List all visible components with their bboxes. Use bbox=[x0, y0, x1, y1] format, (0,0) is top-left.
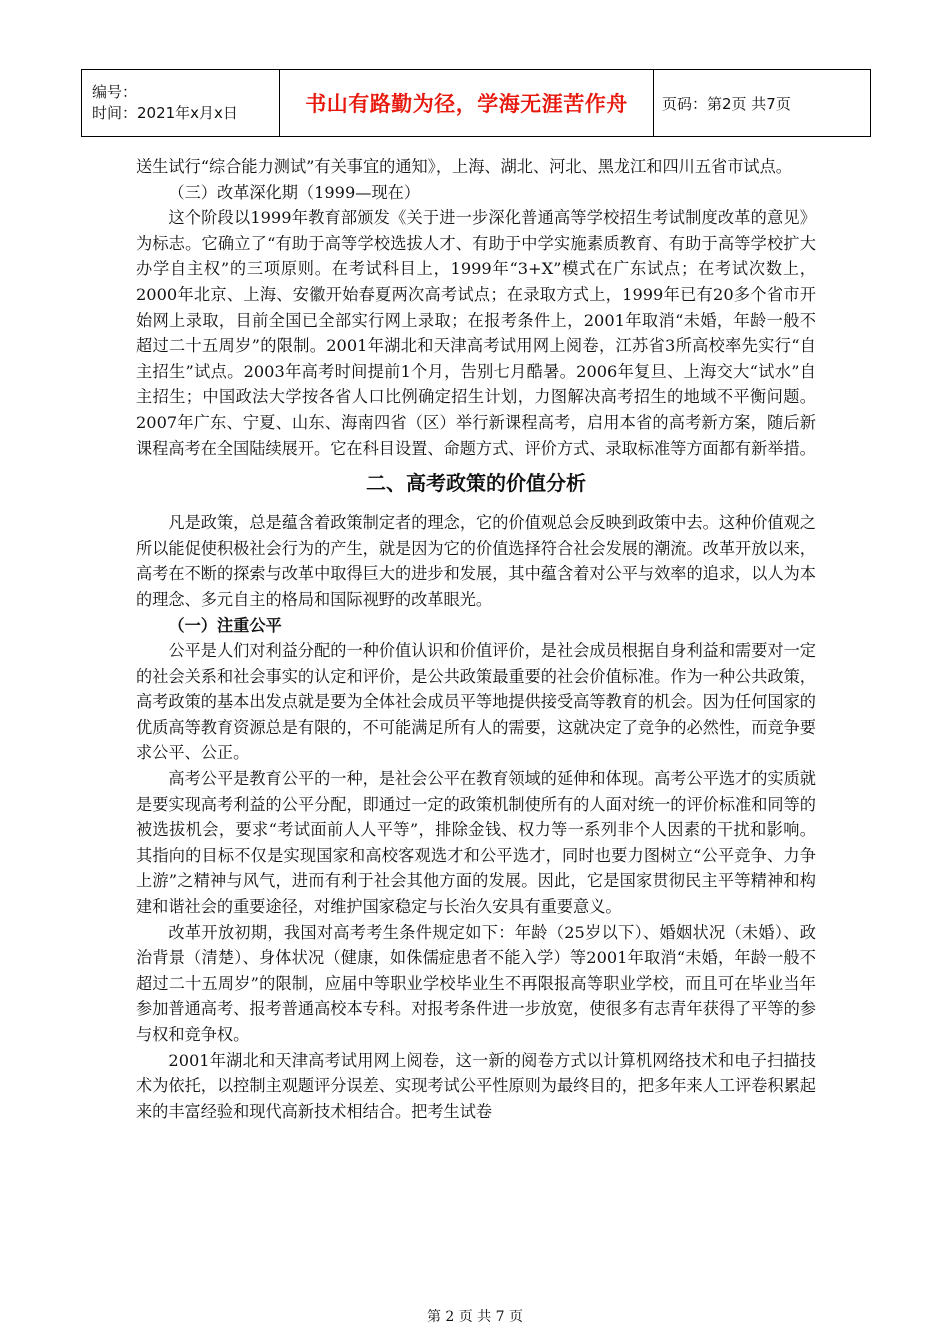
document-body bbox=[136, 154, 816, 1124]
time-label: 时间：2021年x月x日 bbox=[92, 104, 238, 122]
header-motto bbox=[280, 70, 654, 136]
page-info-text: 页码：第2页 共7页 bbox=[662, 94, 791, 113]
paragraph: 送生试行“综合能力测试”有关事宜的通知》，上海、湖北、河北、黑龙江和四川五省市试点。 bbox=[136, 157, 792, 176]
subsection-heading: （三）改革深化期（1999—现在） bbox=[168, 182, 421, 202]
header-table bbox=[81, 69, 871, 137]
section-title: 二、高考政策的价值分析 bbox=[366, 471, 586, 496]
subsection-heading-fairness: （一）注重公平 bbox=[168, 615, 282, 635]
paragraph: 公平是人们对利益分配的一种价值认识和价值评价，是社会成员根据自身利益和需要对一定的社会关系和社会事实的认定和评价，是公共政策最重要的社会价值标准。作为一种公共政策，高考政策的基本出发点就是要为全体社会成员平等地提供接受高等教育的机会。因为任何国家的优质高等教育资源总是有限的，不可能满足所有人的需要，这就决定了竞争的必然性，而竞争要求公平、公正。 bbox=[136, 641, 816, 763]
paragraph: 改革开放初期，我国对高考考生条件规定如下：年龄（25岁以下）、婚姻状况（未婚）、政治背景（清楚）、身体状况（健康，如侏儒症患者不能入学）等2001年取消“未婚，年龄一般不超过二十五周岁”的限制，应届中等职业学校毕业生不再限报高等职业学校，而且可在毕业当年参加普通高考、报考普通高校本专科。对报考条件进一步放宽，使很多有志青年获得了平等的参与权和竞争权。 bbox=[136, 922, 816, 1044]
header-meta bbox=[82, 70, 280, 136]
paragraph: 高考公平是教育公平的一种，是社会公平在教育领域的延伸和体现。高考公平选才的实质就是要实现高考利益的公平分配，即通过一定的政策机制使所有的人面对统一的评价标准和同等的被选拔机会，要求“考试面前人人平等”，排除金钱、权力等一系列非个人因素的干扰和影响。其指向的目标不仅是实现国家和高校客观选才和公平选才，同时也要力图树立“公平竞争、力争上游”之精神与风气，进而有利于社会其他方面的发展。因此，它是国家贯彻民主平等精神和构建和谐社会的重要途径，对维护国家稳定与长治久安具有重要意义。 bbox=[136, 769, 816, 917]
motto-text: 书山有路勤为径，学海无涯苦作舟 bbox=[305, 92, 628, 116]
paragraph: 2001年湖北和天津高考试用网上阅卷，这一新的阅卷方式以计算机网络技术和电子扫描技术为依托，以控制主观题评分误差、实现考试公平性原则为最终目的，把多年来人工评卷积累起来的丰富经验和现代高新技术相结合。把考生试卷 bbox=[136, 1050, 816, 1121]
paragraph: 这个阶段以1999年教育部颁发《关于进一步深化普通高等学校招生考试制度改革的意见》为标志。它确立了“有助于高等学校选拔人才、有助于中学实施素质教育、有助于高等学校扩大办学自主权”的三项原则。在考试科目上，1999年“3+X”模式在广东试点；在考试次数上，2000年北京、上海、安徽开始春夏两次高考试点；在录取方式上，1999年已有20多个省市开始网上录取，目前全国已全部实行网上录取；在报考条件上，2001年取消“未婚，年龄一般不超过二十五周岁”的限制。2001年湖北和天津高考试用网上阅卷，江苏省3所高校率先实行“自主招生”试点。2003年高考时间提前1个月，告别七月酷暑。2006年复旦、上海交大“试水”自主招生；中国政法大学按各省人口比例确定招生计划，力图解决高考招生的地域不平衡问题。2007年广东、宁夏、山东、海南四省（区）举行新课程高考，启用本省的高考新方案，随后新课程高考在全国陆续展开。它在科目设置、命题方式、评价方式、录取标准等方面都有新举措。 bbox=[136, 208, 816, 458]
paragraph: 凡是政策，总是蕴含着政策制定者的理念，它的价值观总会反映到政策中去。这种价值观之所以能促使积极社会行为的产生，就是因为它的价值选择符合社会发展的潮流。改革开放以来，高考在不断的探索与改革中取得巨大的进步和发展，其中蕴含着对公平与效率的追求，以人为本的理念、多元自主的格局和国际视野的改革眼光。 bbox=[136, 513, 816, 609]
number-label: 编号： bbox=[92, 83, 138, 101]
header-page-info bbox=[654, 70, 870, 136]
page-footer: 第 2 页 共 7 页 bbox=[426, 1309, 524, 1325]
